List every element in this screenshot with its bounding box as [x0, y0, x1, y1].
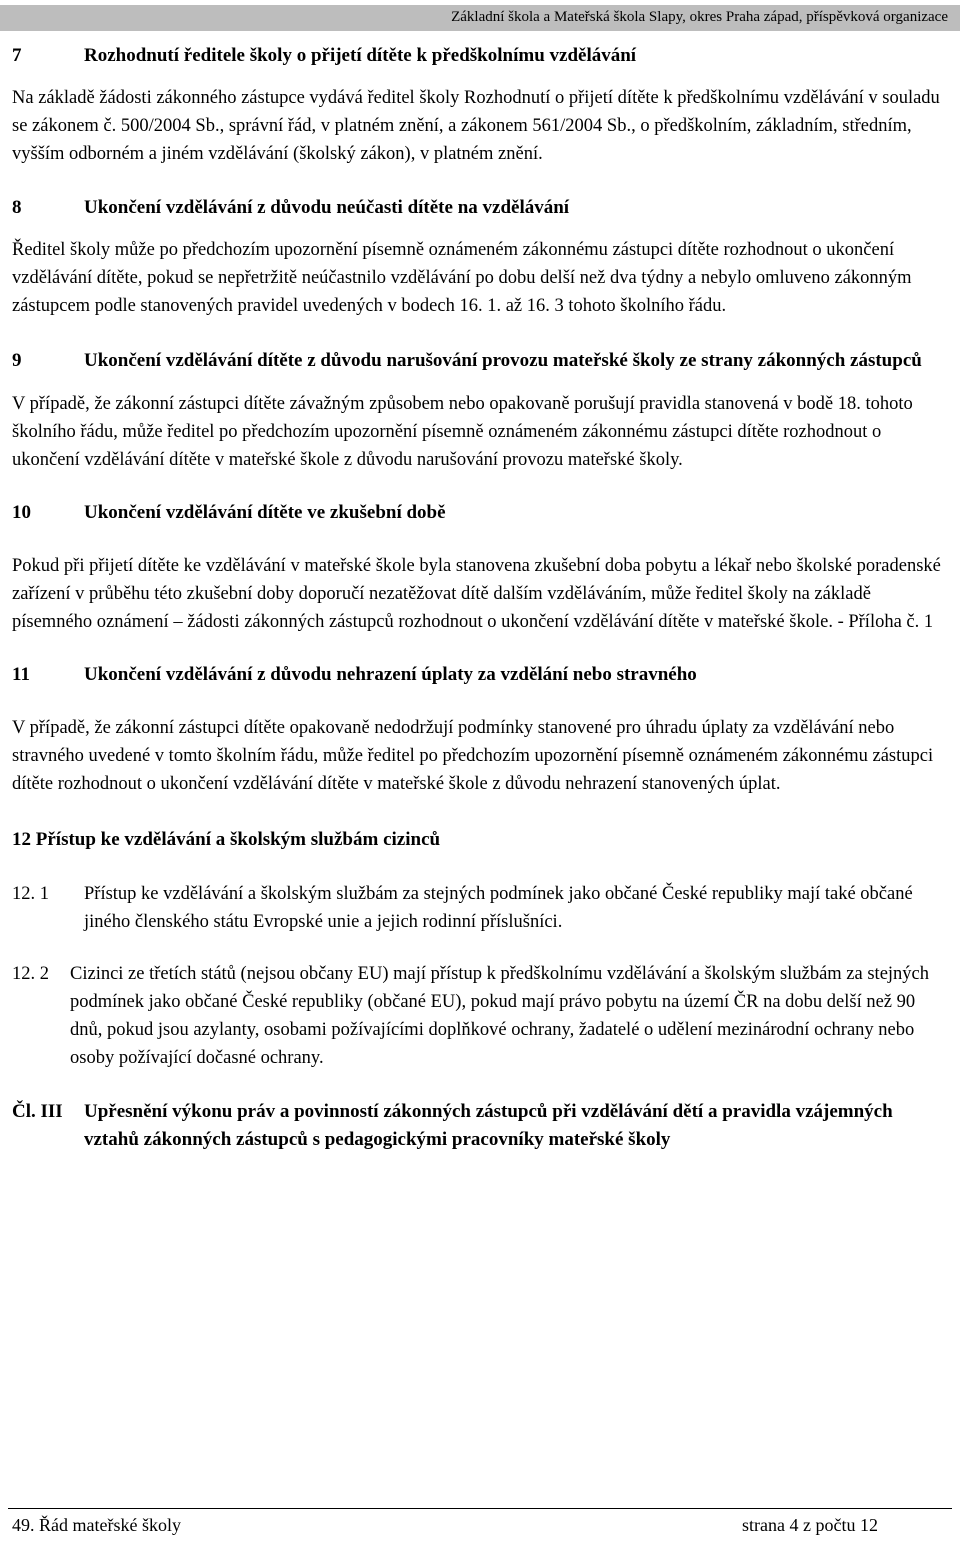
section-title: Ukončení vzdělávání z důvodu nehrazení úplaty za vzdělání nebo stravného	[84, 664, 697, 685]
section-10-heading	[12, 499, 948, 527]
header-school-name: Základní škola a Mateřská škola Slapy, okres Praha západ, příspěvková organizace	[451, 9, 948, 25]
section-11-body: V případě, že zákonní zástupci dítěte opakovaně nedodržují podmínky stanovené pro úhradu úplaty za vzdělávání nebo stravného uvedené v tomto školním řádu, může ředitel po předchozím upozornění písemně oznámeném zákonnému zástupci dítěte rozhodnout o ukončení vzdělávání dítěte v mateřské škole z důvodu nehrazení stanovených úplat.	[12, 718, 934, 794]
page-header	[0, 5, 960, 31]
section-9-body: V případě, že zákonní zástupci dítěte závažným způsobem nebo opakovaně porušují pravidla stanovená v bodě 18. tohoto školního řádu, může ředitel po předchozím upozornění písemně oznámeném zákonnému zástupci dítěte rozhodnout o ukončení vzdělávání dítěte v mateřské škole z důvodu narušování provozu mateřské školy.	[12, 394, 913, 470]
section-8-body: Ředitel školy může po předchozím upozornění písemně oznámeném zákonnému zástupci dítěte rozhodnout o ukončení vzdělávání dítěte, pokud se nepřetržitě neúčastnilo vzdělávání po dobu delší než dva týdny a nebylo omluveno zákonným zástupcem podle stanovených pravidel uvedených v bodech 16. 1. až 16. 3 tohoto školního řádu.	[12, 240, 912, 316]
item-number: 12. 1	[12, 884, 49, 904]
footer-document-name: 49. Řád mateřské školy	[12, 1515, 181, 1535]
item-text: Cizinci ze třetích států (nejsou občany EU) mají přístup k předškolnímu vzdělávání a školským službám za stejných podmínek jako občané České republiky (občané EU), pokud mají právo pobytu na území ČR na dobu delší než 90 dnů, pokud jsou azylanty, osobami požívajícími doplňkové ochrany, žadatelé o udělení mezinárodní ochrany nebo osoby požívající dočasné ochrany.	[70, 964, 930, 1068]
page-footer	[8, 1508, 952, 1539]
section-number: 11	[12, 664, 30, 685]
item-number: 12. 2	[12, 964, 49, 984]
section-11-heading	[12, 661, 948, 689]
list-item	[12, 960, 948, 1072]
section-title: Ukončení vzdělávání dítěte ve zkušební době	[84, 502, 446, 523]
section-7-body: Na základě žádosti zákonného zástupce vydává ředitel školy Rozhodnutí o přijetí dítěte k předškolnímu vzdělávání v souladu se zákonem č. 500/2004 Sb., správní řád, v platném znění, a zákonem 561/2004 Sb., o předškolním, základním, středním, vyšším odborném a jiném vzdělávání (školský zákon), v platném znění.	[12, 88, 940, 164]
section-title: Ukončení vzdělávání z důvodu neúčasti dítěte na vzdělávání	[84, 197, 570, 218]
section-number: 9	[12, 350, 22, 371]
chapter-number: Čl. III	[12, 1101, 63, 1122]
section-number: 8	[12, 197, 22, 218]
section-9-heading	[12, 347, 948, 375]
section-number: 7	[12, 45, 22, 66]
section-number: 10	[12, 502, 31, 523]
section-8-heading	[12, 194, 948, 222]
section-7-heading	[12, 42, 948, 70]
section-title: Rozhodnutí ředitele školy o přijetí dítěte k předškolnímu vzdělávání	[84, 45, 637, 66]
chapter-heading	[12, 1098, 948, 1154]
section-12-heading	[12, 826, 948, 854]
section-title: 12 Přístup ke vzdělávání a školským službám cizinců	[12, 829, 441, 850]
document-body	[12, 42, 948, 1154]
chapter-title: Upřesnění výkonu práv a povinností zákonných zástupců při vzdělávání dětí a pravidla vzájemných vztahů zákonných zástupců s pedagogickými pracovníky mateřské školy	[84, 1101, 893, 1150]
item-text: Přístup ke vzdělávání a školským službám za stejných podmínek jako občané České republiky mají také občané jiného členského státu Evropské unie a jejich rodinní příslušníci.	[84, 884, 913, 932]
section-10-body: Pokud při přijetí dítěte ke vzdělávání v mateřské škole byla stanovena zkušební doba pobytu a lékař nebo školské poradenské zařízení v průběhu této zkušební doby doporučí nezatěžovat dítě dalším vzděláváním, může ředitel školy na základě písemného oznámení – žádosti zákonných zástupců rozhodnout o ukončení vzdělávání dítěte v mateřské škole. - Příloha č. 1	[12, 556, 941, 632]
footer-page-number: strana 4 z počtu 12	[742, 1515, 878, 1535]
section-title: Ukončení vzdělávání dítěte z důvodu narušování provozu mateřské školy ze strany zákonných zástupců	[84, 350, 922, 371]
list-item	[12, 880, 948, 936]
